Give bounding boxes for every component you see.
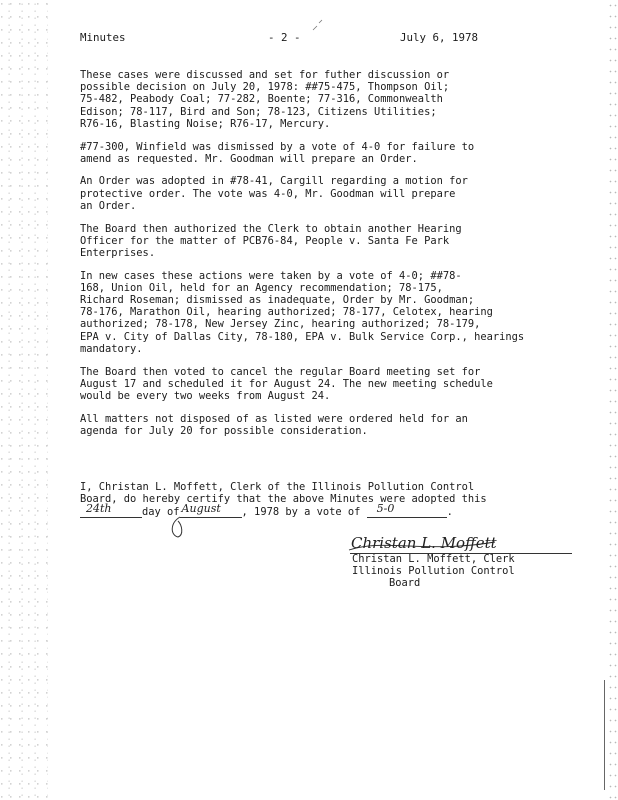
- clerk-name-title: Christan L. Moffett, Clerk: [352, 553, 515, 565]
- certification-date-line: [80, 502, 600, 518]
- text-line: EPA v. City of Dallas City, 78-180, EPA v. Bulk Service Corp., hearings: [80, 330, 525, 343]
- text-line: Enterprises.: [80, 246, 156, 259]
- scan-margin-line: [604, 680, 605, 790]
- certification-block: [80, 481, 600, 518]
- scan-mark: [311, 18, 325, 32]
- text-line: R76-16, Blasting Noise; R76-17, Mercury.: [80, 117, 331, 130]
- text-line: #77-300, Winfield was dismissed by a vote of 4-0 for failure to: [80, 140, 475, 153]
- paragraph: [80, 366, 600, 403]
- header-date: July 6, 1978: [400, 31, 479, 44]
- paragraph: [80, 141, 600, 165]
- text-line: would be every two weeks from August 24.: [80, 389, 331, 402]
- text-line: 168, Union Oil, held for an Agency recommendation; 78-175,: [80, 281, 443, 294]
- cert-period: .: [446, 505, 453, 518]
- paragraph: [80, 175, 600, 212]
- text-line: possible decision on July 20, 1978: ##75-475, Thompson Oil;: [80, 81, 450, 94]
- text-line: The Board then authorized the Clerk to obtain another Hearing: [80, 222, 462, 235]
- paragraph: [80, 223, 600, 260]
- text-line: An Order was adopted in #78-41, Cargill regarding a motion for: [80, 175, 468, 188]
- paragraph: [80, 69, 600, 130]
- handwritten-month: August: [181, 502, 221, 516]
- text-line: Richard Roseman; dismissed as inadequate, Order by Mr. Goodman;: [80, 294, 475, 307]
- minutes-body: [80, 69, 600, 448]
- text-line: All matters not disposed of as listed were ordered held for an: [80, 412, 468, 425]
- year-vote-label: , 1978 by a vote of: [241, 505, 361, 518]
- handwritten-flourish: [166, 515, 196, 541]
- certification-line: Board, do hereby certify that the above Minutes were adopted this: [80, 493, 487, 506]
- text-line: mandatory.: [80, 342, 143, 355]
- page-header: [80, 31, 490, 45]
- text-line: amend as requested. Mr. Goodman will prepare an Order.: [80, 152, 418, 165]
- text-line: Officer for the matter of PCB76-84, People v. Santa Fe Park: [80, 234, 450, 247]
- text-line: 78-176, Marathon Oil, hearing authorized; 78-177, Celotex, hearing: [80, 306, 493, 319]
- paragraph: [80, 270, 600, 355]
- scan-noise-left-edge: [0, 0, 48, 800]
- text-line: August 17 and scheduled it for August 24. The new meeting schedule: [80, 377, 493, 390]
- signature-block: [352, 553, 582, 590]
- handwritten-vote: 5-0: [376, 502, 395, 516]
- signature-script: Christan L. Moffett: [351, 534, 497, 552]
- certification-line: I, Christan L. Moffett, Clerk of the Illinois Pollution Control: [80, 481, 475, 493]
- paragraph: [80, 413, 600, 437]
- text-line: These cases were discussed and set for futher discussion or: [80, 69, 450, 81]
- page-number: - 2 -: [268, 31, 301, 44]
- text-line: an Order.: [80, 199, 137, 212]
- text-line: agenda for July 20 for possible consideration.: [80, 424, 368, 437]
- day-of-label: day of: [142, 505, 180, 518]
- text-line: 75-482, Peabody Coal; 77-282, Boente; 77-316, Commonwealth: [80, 93, 443, 106]
- handwritten-day: 24th: [86, 502, 112, 516]
- text-line: In new cases these actions were taken by a vote of 4-0; ##78-: [80, 269, 462, 282]
- text-line: Edison; 78-117, Bird and Son; 78-123, Citizens Utilities;: [80, 105, 437, 118]
- text-line: The Board then voted to cancel the regular Board meeting set for: [80, 365, 481, 378]
- clerk-organization: Illinois Pollution Control: [352, 565, 515, 578]
- text-line: authorized; 78-178, New Jersey Zinc, hearing authorized; 78-179,: [80, 318, 481, 331]
- header-title: Minutes: [80, 31, 126, 44]
- text-line: protective order. The vote was 4-0, Mr. Goodman will prepare: [80, 187, 456, 200]
- scan-noise-right-edge: [608, 0, 618, 800]
- clerk-organization-board: Board: [389, 577, 421, 590]
